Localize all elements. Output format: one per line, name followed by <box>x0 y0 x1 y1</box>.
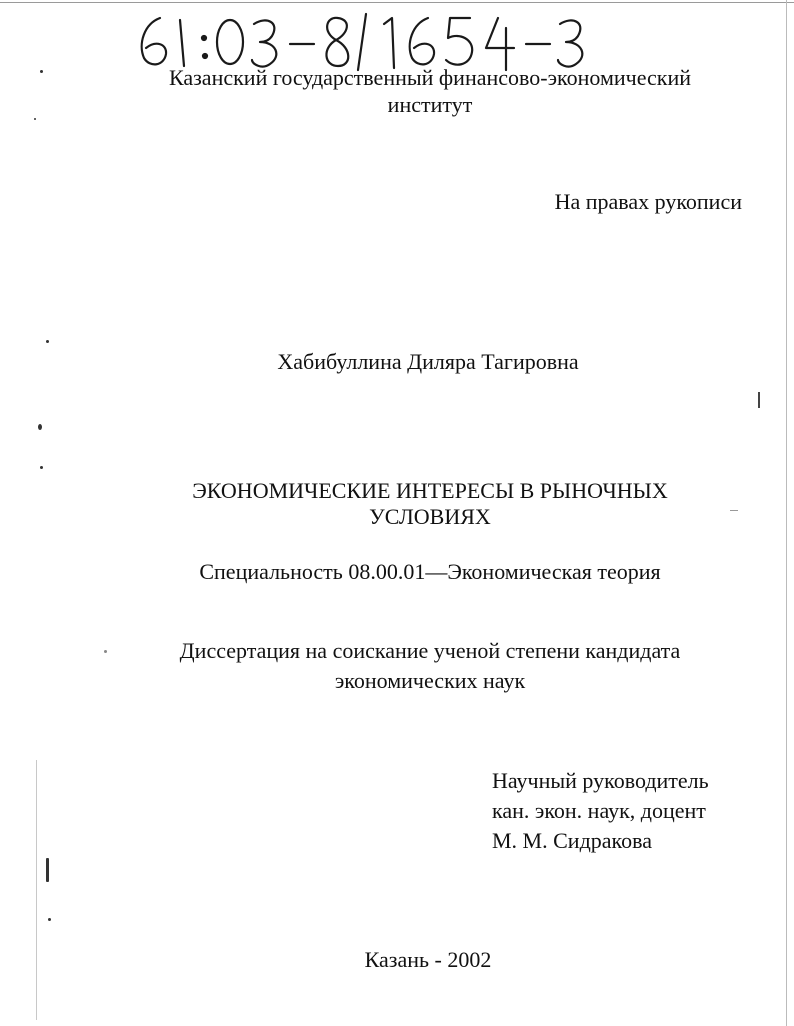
title-line-1: ЭКОНОМИЧЕСКИЕ ИНТЕРЕСЫ В РЫНОЧНЫХ <box>192 478 668 503</box>
institute-line-1: Казанский государственный финансово-экономический <box>168 65 692 90</box>
supervisor-degree: кан. экон. наук, доцент <box>492 798 706 823</box>
dissertation-title <box>100 478 760 530</box>
dissertation-degree <box>100 636 760 696</box>
dissertation-line-2: экономических наук <box>334 668 526 693</box>
supervisor-name: М. М. Сидракова <box>492 828 652 853</box>
scan-speck <box>104 650 107 653</box>
manuscript-rights: На правах рукописи <box>554 189 742 214</box>
scan-speck <box>38 424 42 430</box>
specialty: Специальность 08.00.01—Экономическая теория <box>199 559 661 584</box>
scan-speck <box>48 918 51 921</box>
dissertation-line-1: Диссертация на соискание ученой степени кандидата <box>179 638 681 663</box>
scan-speck <box>46 340 49 343</box>
scan-border-top <box>0 2 794 3</box>
institute-name <box>120 64 740 118</box>
scan-speck <box>730 510 738 511</box>
scan-edge-left <box>36 760 37 1020</box>
scan-speck <box>46 858 49 882</box>
supervisor-role: Научный руководитель <box>492 768 709 793</box>
supervisor-block <box>492 766 709 856</box>
author-name: Хабибуллина Диляра Тагировна <box>277 349 579 374</box>
scan-border-right <box>786 0 787 1026</box>
institute-line-2: институт <box>387 92 473 117</box>
title-line-2: УСЛОВИЯХ <box>369 504 491 529</box>
scan-speck <box>40 70 43 73</box>
scan-speck <box>40 466 43 469</box>
scan-speck <box>34 118 36 120</box>
city-year: Казань - 2002 <box>364 947 492 972</box>
scan-mark-right <box>758 392 760 408</box>
